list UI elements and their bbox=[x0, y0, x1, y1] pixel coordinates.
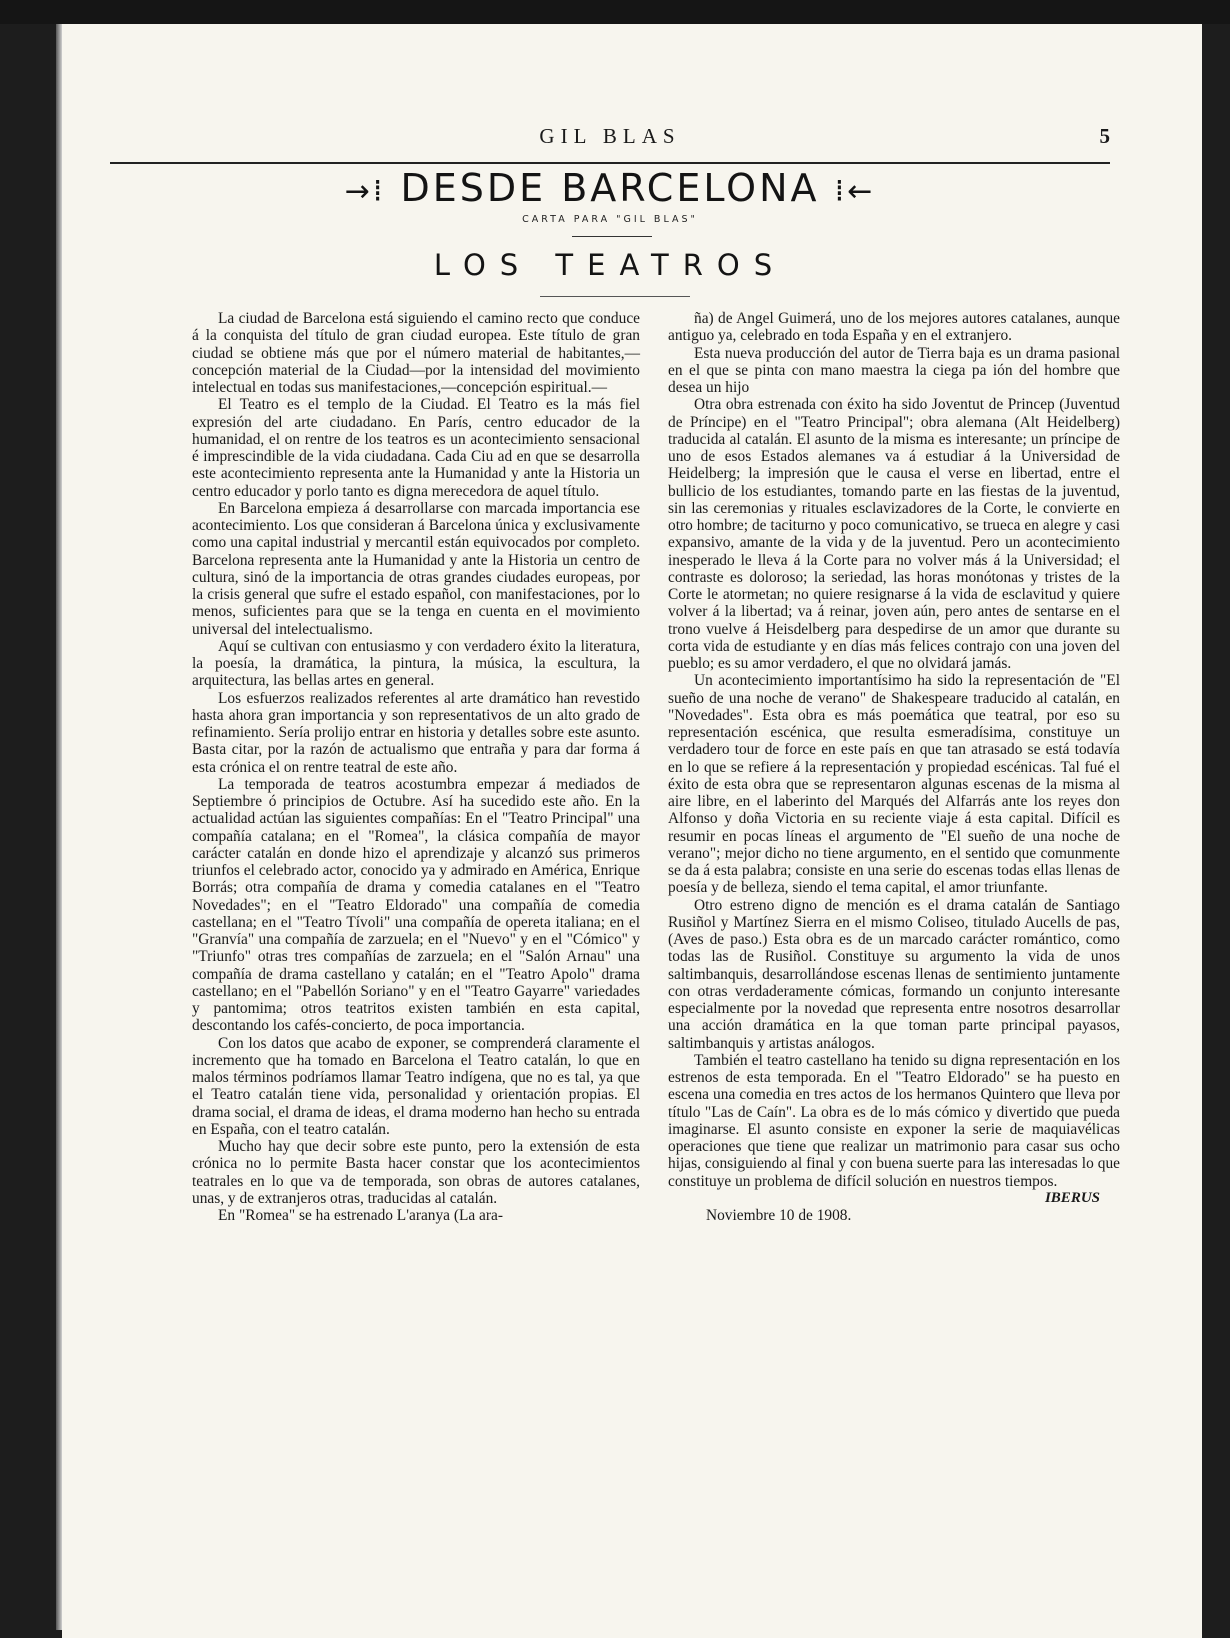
paragraph: Otra obra estrenada con éxito ha sido Joventut de Princep (Juventud de Príncipe) en el "Teatro Principal"; obra alemana (Alt Heidelberg) traducida al catalán. El asunto de la misma es interesante; un príncipe de uno de esos Estados alemanes va á estudiar á la Universidad de Heidelberg; la impresión que le causa el verse en libertad, entre el bullicio de los estudiantes, tomando parte en las fiestas de la juventud, sin las ceremonias y rituales esclavizadores de la Corte, le convierte en otro hombre; de taciturno y poco comunicativo, se trueca en alegre y casi expansivo, amante de la vida y de la juventud. Pero un acontecimiento inesperado le lleva á la Corte para no volver más á la Universidad; el contraste es doloroso; la seriedad, las horas monótonas y tristes de la Corte le atormetan; no quiere resignarse á la vida de esclavitud y quiere volver á la libertad; va á reinar, joven aún, pero antes de sentarse en el trono vuelve á Heisdelberg para despedirse de un amor que durante su corta vida de estudiante y en días más felices contrajo con una joven del pueblo; es su amor verdadero, el que no olvidará jamás. bbox=[668, 396, 1120, 672]
paragraph: ña) de Angel Guimerá, uno de los mejores autores catalanes, aunque antiguo ya, celebrado en toda España y en el extranjero. bbox=[668, 310, 1120, 345]
paragraph: Un acontecimiento importantísimo ha sido la representación de "El sueño de una noche de verano" de Shakespeare traducido al catalán, en "Novedades". Esta obra es más poemática que teatral, por eso su representación escénica, que resulta esmeradísima, constituye un verdadero tour de force en este país en que tan atrasado se está todavía en lo que se refiere á la representación y propiedad escénicas. Tal fué el éxito de esta obra que se representaron algunas escenas de la misma al aire libre, en el laberinto del Marqués del Alfarrás ante los reyes don Alfonso y doña Victoria en su reciente viaje á esta capital. Difícil es resumir en pocas líneas el argumento de "El sueño de una noche de verano"; mejor dicho no tiene argumento, en el sentido que comunmente se da á esta palabra; consiste en una serie do escenas todas ellas llenas de poesía y de belleza, siendo el tema capital, el amor triunfante. bbox=[668, 672, 1120, 897]
paragraph: La ciudad de Barcelona está siguiendo el camino recto que conduce á la conquista del título de gran ciudad europea. Este título de gran ciudad se obtiene más que por el número material de habitantes,—concepción material de la Ciudad—por la intensidad del movimiento intelectual en todas sus manifestaciones,—concepción espiritual.— bbox=[192, 310, 640, 396]
paragraph: También el teatro castellano ha tenido su digna representación en los estrenos de esta temporada. En el "Teatro Eldorado" se ha puesto en escena una comedia en tres actos de los hermanos Quintero que lleva por título "Las de Caín". La obra es de lo más cómico y divertido que pueda imaginarse. El asunto consiste en exponer la serie de maquiavélicas operaciones que tiene que realizar un matrimonio para casar sus ocho hijas, consiguiendo al final y con buena suerte para las interesadas lo que constituye un problema de difícil solución en nuestros tiempos. bbox=[668, 1051, 1120, 1190]
paragraph: Esta nueva producción del autor de Tierra baja es un drama pasional en el que se pinta con mano maestra la ciega pa ión del hombre que desea un hijo bbox=[668, 344, 1120, 396]
article-title: LOS TEATROS bbox=[433, 248, 787, 282]
paragraph: Aquí se cultivan con entusiasmo y con verdadero éxito la literatura, la poesía, la dramática, la pintura, la música, la escultura, la arquitectura, las bellas artes en general. bbox=[192, 637, 640, 690]
ornament-left-icon: →⁞ bbox=[344, 174, 386, 209]
page-header bbox=[110, 124, 1110, 164]
section-title-text: DESDE BARCELONA bbox=[400, 166, 820, 210]
article-date: Noviembre 10 de 1908. bbox=[706, 1207, 852, 1224]
paragraph: Otro estreno digno de mención es el drama catalán de Santiago Rusiñol y Martínez Sierra en el mismo Coliseo, titulado Aucells de pas, (Aves de paso.) Esta obra es de un marcado carácter romántico, como todas las de Rusiñol. Constituye su argumento la vida de unos saltimbanquis, desarrollándose escenas llenas de sentimiento juntamente con otras verdaderamente cómicas, formando un conjunto interesante especialmente por la novedad que representa entre nosotros desarrollar una acción dramática en la que toman parte principal payasos, saltimbanquis y artistas análogos. bbox=[668, 896, 1120, 1052]
paragraph: Con los datos que acabo de exponer, se comprenderá claramente el incremento que ha tomado en Barcelona el Teatro catalán, lo que en malos términos podríamos llamar Teatro indígena, que no es tal, ya que el Teatro catalán tiene vida, personalidad y orientación propias. El drama social, el drama de ideas, el drama moderno han hecho su entrada en España, con el teatro catalán. bbox=[192, 1034, 640, 1138]
paragraph: En Barcelona empieza á desarrollarse con marcada importancia ese acontecimiento. Los que consideran á Barcelona única y exclusivamente como una capital industrial y mercantil están equivocados por completo. Barcelona representa ante la Humanidad y ante la Historia un centro de cultura, sinó de la importancia de otras grandes ciudades europeas, por la crisis general que sufre el estado español, con manifestaciones, por lo menos, suficientes para que se la tenga en cuenta en el movimiento universal del intelectualismo. bbox=[192, 499, 640, 638]
section-subtitle: CARTA PARA "GIL BLAS" bbox=[522, 214, 698, 225]
publication-title: GIL BLAS bbox=[539, 124, 681, 148]
right-column bbox=[668, 310, 1120, 1224]
ornament-right-icon: ⁞← bbox=[834, 174, 876, 209]
author-signature: IBERUS bbox=[1044, 1189, 1100, 1206]
subtitle-rule bbox=[572, 236, 652, 237]
paragraph: Los esfuerzos realizados referentes al arte dramático han revestido hasta ahora gran importancia y son representativos de un alto grado de refinamiento. Sería prolijo entrar en historia y detalles sobre este asunto. Basta citar, por la razón de actualismo que entraña y para dar forma á esta crónica el on rentre teatral de este año. bbox=[192, 689, 640, 776]
paragraph: Mucho hay que decir sobre este punto, pero la extensión de esta crónica no lo permite Basta hacer constar que los acontecimientos teatrales en lo que va de temporada, son obras de autores catalanes, unas, y de extranjeros otras, traducidas al catalán. bbox=[192, 1138, 640, 1207]
page-number: 5 bbox=[1099, 124, 1110, 148]
section-title bbox=[110, 166, 1110, 210]
left-column bbox=[192, 310, 640, 1224]
paragraph: El Teatro es el templo de la Ciudad. El Teatro es la más fiel expresión del arte ciudadano. En París, centro educador de la humanidad, el on rentre de los teatros es un acontecimiento sensacional é imprescindible de la vida ciudadana. Cada Ciu ad en que se desarrolla este acontecimiento representa ante la Humanidad y ante la Historia un centro educador y porlo tanto es digna merecedora de aquel título. bbox=[192, 396, 640, 500]
header-rule bbox=[110, 162, 1110, 164]
paragraph: La temporada de teatros acostumbra empezar á mediados de Septiembre ó principios de Octubre. Así ha sucedido este año. En la actualidad actúan las siguientes compañías: En el "Teatro Principal" una compañía catalana; en el "Romea", la clásica compañía de mayor carácter catalán en donde hizo el aprendizaje y alcanzó sus primeros triunfos el celebrado actor, conocido ya y admirado en América, Enrique Borrás; otra compañía de drama y comedia catalanes en el "Teatro Novedades"; en el "Teatro Eldorado" una compañía de comedia castellana; en el "Teatro Tívoli" una compañía de opereta italiana; en el "Granvía" una compañía de zarzuela; en el "Nuevo" y en el "Cómico" y "Triunfo" otras tres compañías de zarzuela; en el "Salón Arnau" una compañía de drama castellano y catalán; en el "Teatro Apolo" drama castellano; en el "Pabellón Soriano" y en el "Teatro Gayarre" variedades y pantomima; otros teatritos existen también en esta capital, descontando los cafés-concierto, de poca importancia. bbox=[192, 775, 640, 1035]
paragraph: En "Romea" se ha estrenado L'aranya (La ara- bbox=[218, 1207, 503, 1224]
title-rule bbox=[540, 296, 690, 297]
